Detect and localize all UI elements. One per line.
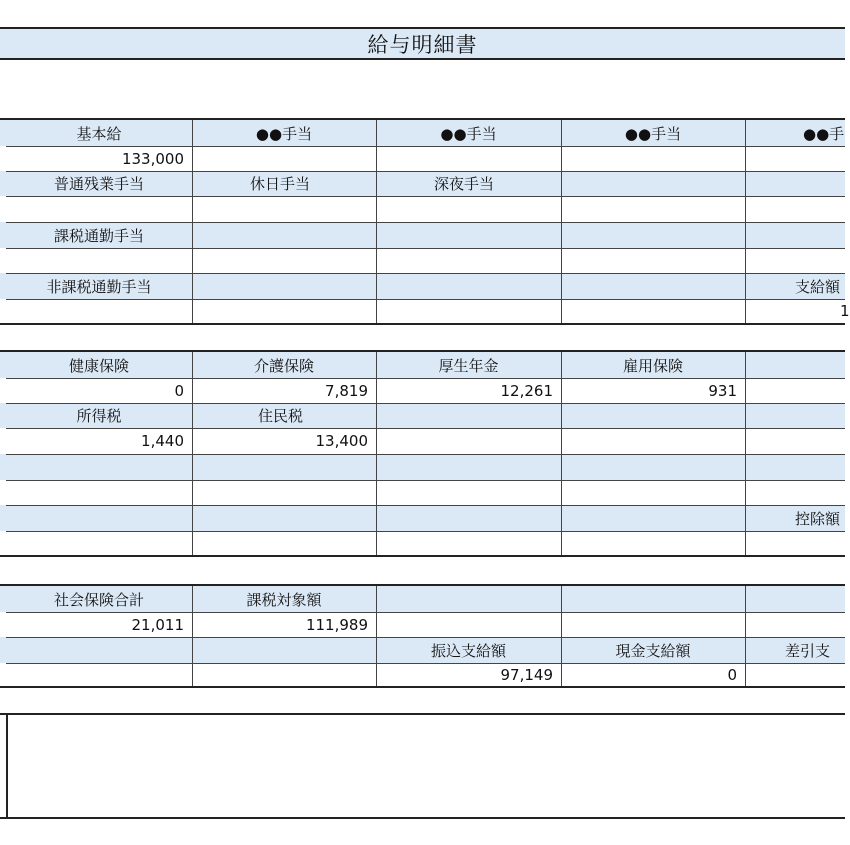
deduction-label — [561, 454, 745, 480]
total-label — [376, 586, 561, 612]
total-label: 課税対象額 — [246, 590, 322, 609]
payment-label — [561, 222, 745, 248]
deduction-label — [376, 403, 561, 428]
deduction-value — [745, 428, 845, 454]
payment-label — [745, 171, 845, 196]
net-pay-value — [745, 663, 845, 686]
payment-value — [192, 146, 376, 171]
payment-value — [745, 196, 845, 222]
deductions-section — [0, 350, 845, 557]
deduction-label — [561, 505, 745, 531]
deduction-value — [745, 378, 845, 403]
payment-value — [561, 248, 745, 273]
total-value — [192, 663, 376, 686]
remarks-section — [0, 713, 845, 819]
deduction-value — [376, 531, 561, 555]
deduction-value — [192, 531, 376, 555]
deduction-label: 介護保険 — [253, 356, 314, 375]
payment-label: 普通残業手当 — [53, 175, 144, 193]
payment-value — [192, 248, 376, 273]
deduction-label: 雇用保険 — [622, 356, 683, 375]
deduction-value: 1,440 — [141, 432, 184, 450]
total-value — [376, 612, 561, 637]
total-value — [745, 612, 845, 637]
deduction-value — [561, 428, 745, 454]
payment-label — [192, 273, 376, 299]
payment-label: 非課税通勤手当 — [46, 277, 152, 296]
payment-value — [561, 196, 745, 222]
total-value: 111,989 — [305, 615, 368, 634]
deduction-value — [6, 531, 192, 555]
total-label — [745, 586, 845, 612]
total-label — [561, 586, 745, 612]
total-value: 21,011 — [131, 615, 184, 634]
total-label: 社会保険合計 — [53, 590, 144, 609]
net-pay-label: 差引支 — [785, 641, 831, 660]
deduction-value — [6, 480, 192, 505]
cash-pay-value: 0 — [727, 665, 737, 684]
payment-value — [376, 196, 561, 222]
deduction-value: 931 — [708, 381, 737, 400]
payment-value — [192, 196, 376, 222]
deduction-value: 7,819 — [325, 381, 368, 400]
payment-value — [192, 299, 376, 323]
deduction-value: 13,400 — [315, 432, 368, 450]
payment-value — [6, 196, 192, 222]
payment-label — [376, 273, 561, 299]
payment-value: 133,000 — [121, 149, 184, 168]
payment-label — [561, 273, 745, 299]
payment-label — [376, 222, 561, 248]
payment-label — [192, 222, 376, 248]
deduction-value: 12,261 — [500, 381, 553, 400]
deduction-label — [745, 403, 845, 428]
deduction-value — [745, 480, 845, 505]
total-deduction-value — [745, 531, 845, 555]
deduction-label — [6, 454, 192, 480]
total-label — [192, 637, 376, 663]
payment-value — [6, 299, 192, 323]
title-bar — [0, 27, 845, 60]
total-value — [561, 612, 745, 637]
total-label — [6, 637, 192, 663]
deduction-label: 所得税 — [76, 407, 122, 425]
deduction-label: 厚生年金 — [438, 356, 499, 375]
deduction-label — [192, 505, 376, 531]
payment-label: ●●手当 — [624, 124, 682, 143]
deduction-label — [376, 454, 561, 480]
payment-label: ●●手 — [803, 124, 845, 143]
payment-value — [376, 248, 561, 273]
payment-value — [6, 248, 192, 273]
total-value — [6, 663, 192, 686]
payment-value — [745, 146, 845, 171]
payment-value — [561, 146, 745, 171]
payment-label: 深夜手当 — [434, 175, 495, 193]
transfer-pay-label: 振込支給額 — [430, 641, 506, 660]
payment-label — [561, 171, 745, 196]
remarks-text — [10, 719, 20, 739]
payment-label: ●●手当 — [440, 124, 497, 143]
payment-value — [745, 248, 845, 273]
payment-label: ●●手当 — [255, 124, 313, 143]
deduction-label — [6, 505, 192, 531]
payment-label: 基本給 — [76, 124, 122, 143]
payment-label — [745, 222, 845, 248]
totals-section — [0, 584, 845, 688]
document-title: 給与明細書 — [367, 32, 478, 57]
payment-value — [376, 299, 561, 323]
deduction-label: 健康保険 — [68, 356, 129, 375]
cash-pay-label: 現金支給額 — [615, 641, 691, 660]
deduction-value — [561, 480, 745, 505]
deduction-label: 住民税 — [258, 407, 304, 425]
total-pay-value: 1 — [840, 302, 850, 320]
deduction-value — [376, 428, 561, 454]
payment-label: 休日手当 — [250, 175, 311, 193]
deduction-value: 0 — [174, 381, 184, 400]
deduction-label — [192, 454, 376, 480]
total-deduction-label: 控除額 — [795, 509, 841, 528]
deduction-value — [376, 480, 561, 505]
payments-section — [0, 118, 850, 325]
deduction-label — [745, 352, 845, 378]
deduction-label — [376, 505, 561, 531]
payment-value — [561, 299, 745, 323]
payment-label: 課税通勤手当 — [53, 226, 144, 245]
payment-value — [376, 146, 561, 171]
total-pay-label: 支給額 — [795, 277, 841, 296]
transfer-pay-value: 97,149 — [500, 665, 553, 684]
deduction-value — [561, 531, 745, 555]
deduction-label — [561, 403, 745, 428]
deduction-label — [745, 454, 845, 480]
deduction-value — [192, 480, 376, 505]
